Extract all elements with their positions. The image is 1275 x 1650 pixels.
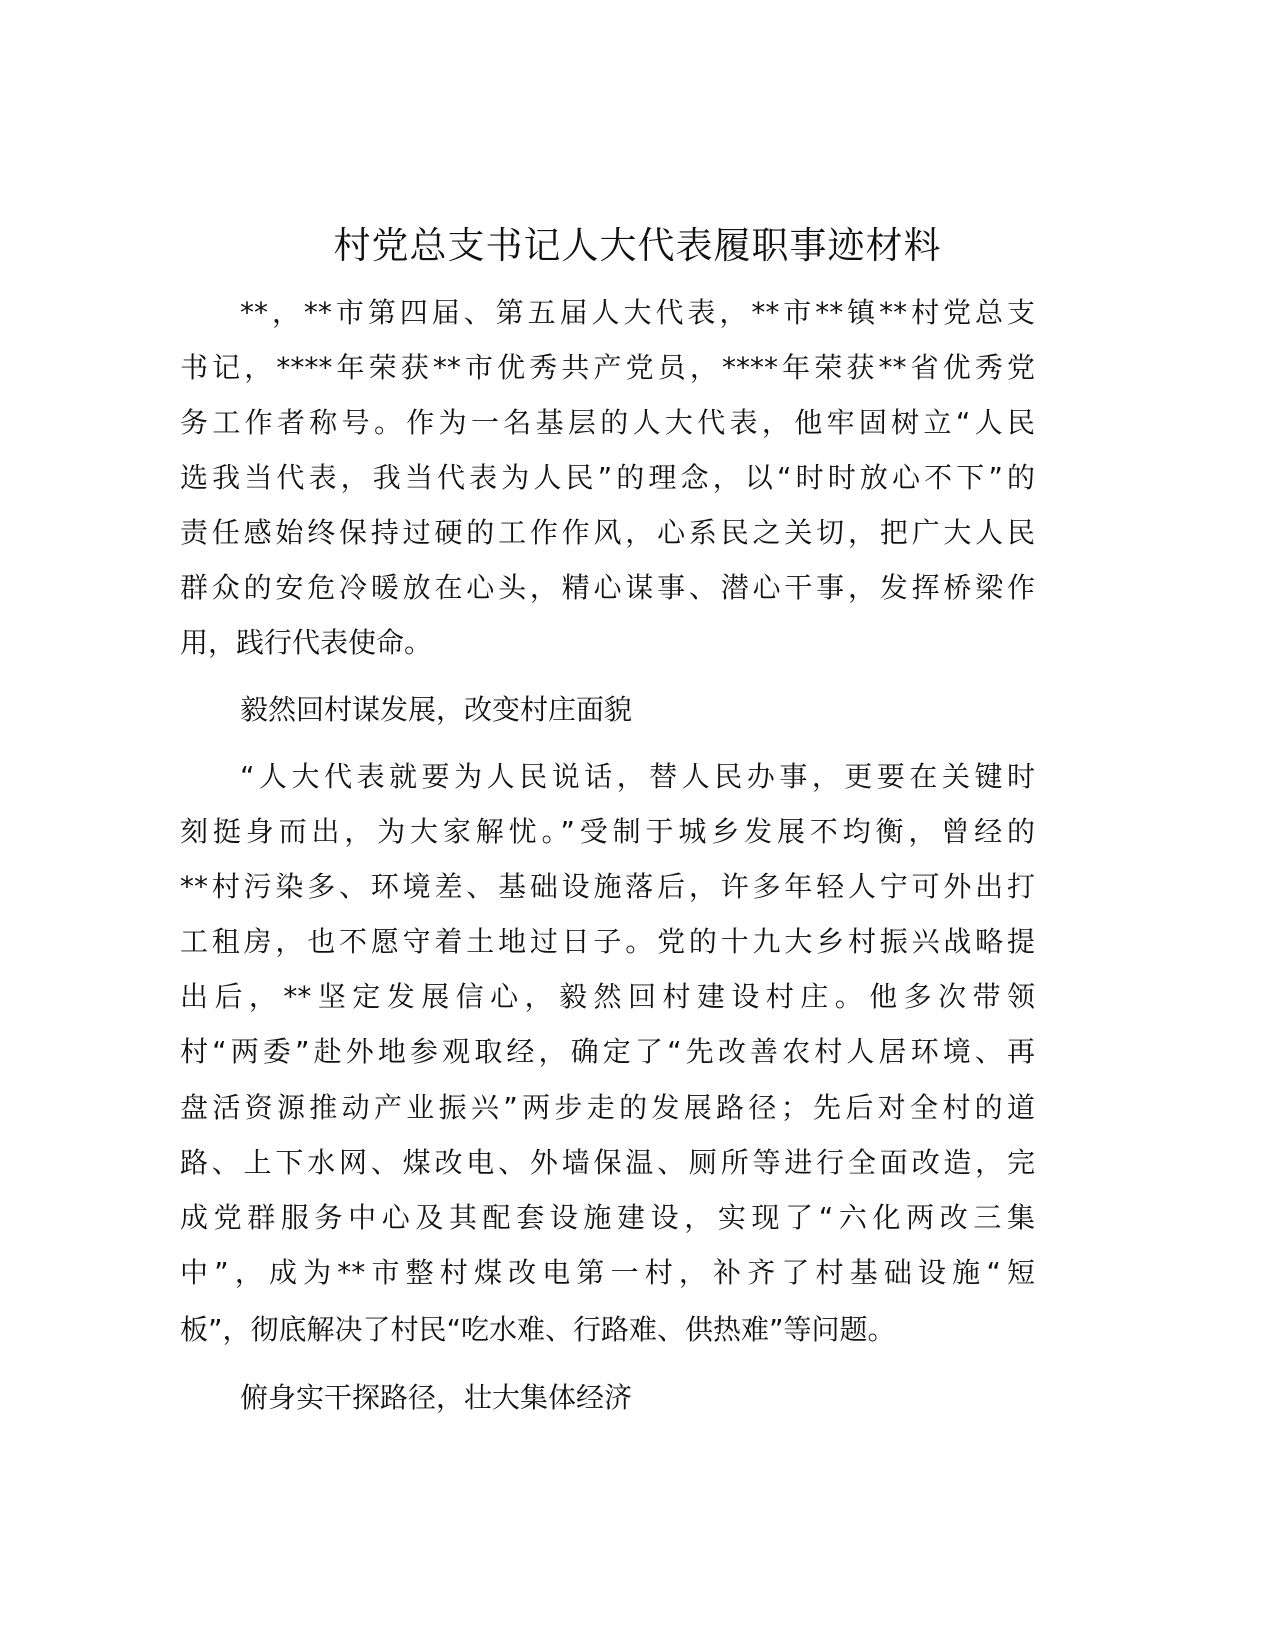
text-line: 责任感始终保持过硬的工作作风，心系民之关切，把广大人民 — [180, 516, 1035, 549]
document-title: 村党总支书记人大代表履职事迹材料 — [333, 224, 942, 267]
text-line: 成党群服务中心及其配套设施建设，实现了“六化两改三集 — [180, 1201, 1035, 1234]
text-line: 选我当代表，我当代表为人民”的理念，以“时时放心不下”的 — [180, 461, 1035, 494]
section-heading: 毅然回村谋发展，改变村庄面貌 — [240, 693, 633, 726]
text-line: 书记，****年荣获**市优秀共产党员，****年荣获**省优秀党 — [180, 351, 1035, 384]
text-line: 刻挺身而出，为大家解忧。”受制于城乡发展不均衡，曾经的 — [180, 815, 1035, 848]
text-line: 盘活资源推动产业振兴”两步走的发展路径；先后对全村的道 — [180, 1091, 1035, 1124]
text-line: 路、上下水网、煤改电、外墙保温、厕所等进行全面改造，完 — [180, 1146, 1035, 1179]
text-line: 板”，彻底解决了村民“吃水难、行路难、供热难”等问题。 — [180, 1313, 896, 1346]
text-line: 用，践行代表使命。 — [180, 626, 433, 659]
section-heading: 俯身实干探路径，壮大集体经济 — [240, 1381, 633, 1414]
text-line: 务工作者称号。作为一名基层的人大代表，他牢固树立“人民 — [180, 406, 1035, 439]
text-line: “人大代表就要为人民说话，替人民办事，更要在关键时 — [240, 760, 1035, 793]
text-line: **村污染多、环境差、基础设施落后，许多年轻人宁可外出打 — [180, 870, 1035, 903]
text-line: 工租房，也不愿守着土地过日子。党的十九大乡村振兴战略提 — [180, 925, 1035, 958]
text-line: 中”，成为**市整村煤改电第一村，补齐了村基础设施“短 — [180, 1256, 1035, 1289]
text-line: 出后，**坚定发展信心，毅然回村建设村庄。他多次带领 — [180, 980, 1035, 1013]
text-line: **，**市第四届、第五届人大代表，**市**镇**村党总支 — [240, 296, 1035, 329]
text-line: 群众的安危冷暖放在心头，精心谋事、潜心干事，发挥桥梁作 — [180, 571, 1035, 604]
text-line: 村“两委”赴外地参观取经，确定了“先改善农村人居环境、再 — [180, 1035, 1035, 1068]
